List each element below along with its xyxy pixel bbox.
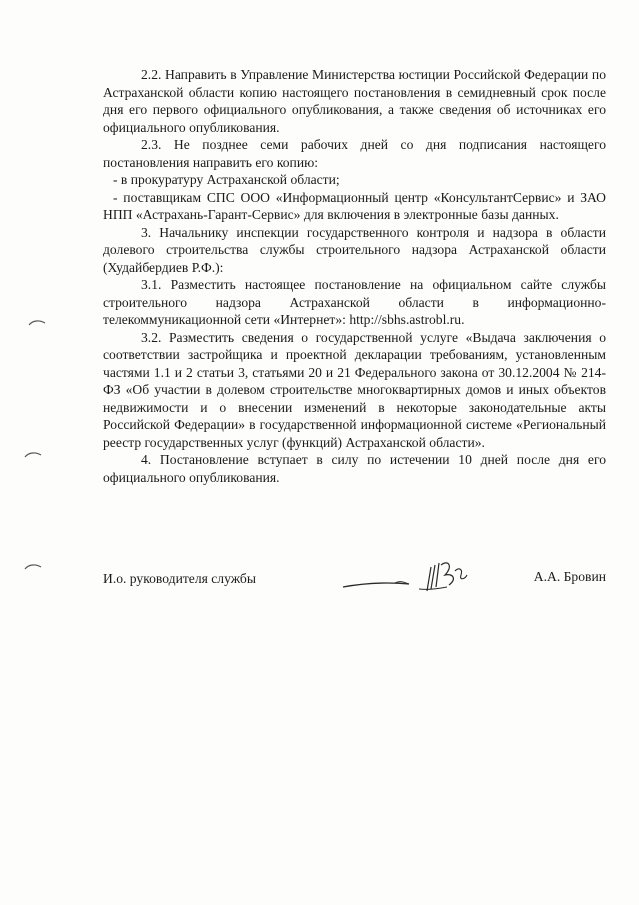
punch-hole-mark-top bbox=[28, 318, 46, 328]
paragraph-3: 3. Начальнику инспекции государственного контроля и надзора в области долевого строительства службы строительного надзора Астраханской области (Худайбердиев Р.Ф.): bbox=[103, 224, 606, 275]
list-item-suppliers: - поставщикам СПС ООО «Информационный центр «КонсультантСервис» и ЗАО НПП «Астрахань-Гарант-Сервис» для включения в электронные базы данных. bbox=[103, 189, 606, 222]
paragraph-2-3: 2.3. Не позднее семи рабочих дней со дня подписания настоящего постановления направить его копию: bbox=[103, 137, 606, 170]
paragraph-3-1: 3.1. Разместить настоящее постановление на официальном сайте службы строительного надзора Астраханской области в информационно-телекоммуникационной сети «Интернет»: http://sbhs.astrobl.ru. bbox=[103, 277, 606, 327]
signatory-name: А.А. Бровин bbox=[533, 569, 606, 584]
handwritten-signature bbox=[335, 553, 505, 601]
punch-hole-mark-middle bbox=[24, 450, 42, 460]
paragraph-4: 4. Постановление вступает в силу по истечении 10 дней после дня его официального опубликования. bbox=[103, 452, 606, 485]
paragraph-2-2: 2.2. Направить в Управление Министерства юстиции Российской Федерации по Астраханской области копию настоящего постановления в семидневный срок после дня его первого официального опубликования, а также сведения об источниках его официального опубликования. bbox=[103, 67, 606, 135]
punch-hole-mark-bottom bbox=[24, 562, 42, 572]
document-body bbox=[103, 66, 606, 486]
paragraph-3-2: 3.2. Разместить сведения о государственной услуге «Выдача заключения о соответствии застройщика и проектной декларации требованиям, установленным частями 1.1 и 2 статьи 3, статьями 20 и 21 Федерального закона от 30.12.2004 № 214-ФЗ «Об участии в долевом строительстве многоквартирных домов и иных объектов недвижимости и о внесении изменений в некоторые законодательные акты Российской Федерации» в государственной информационной системе «Региональный реестр государственных услуг (функций) Астраханской области». bbox=[103, 329, 606, 450]
signature-block bbox=[103, 567, 606, 597]
list-item-prosecutor: - в прокуратуру Астраханской области; bbox=[113, 172, 340, 187]
signatory-title: И.о. руководителя службы bbox=[103, 571, 256, 586]
